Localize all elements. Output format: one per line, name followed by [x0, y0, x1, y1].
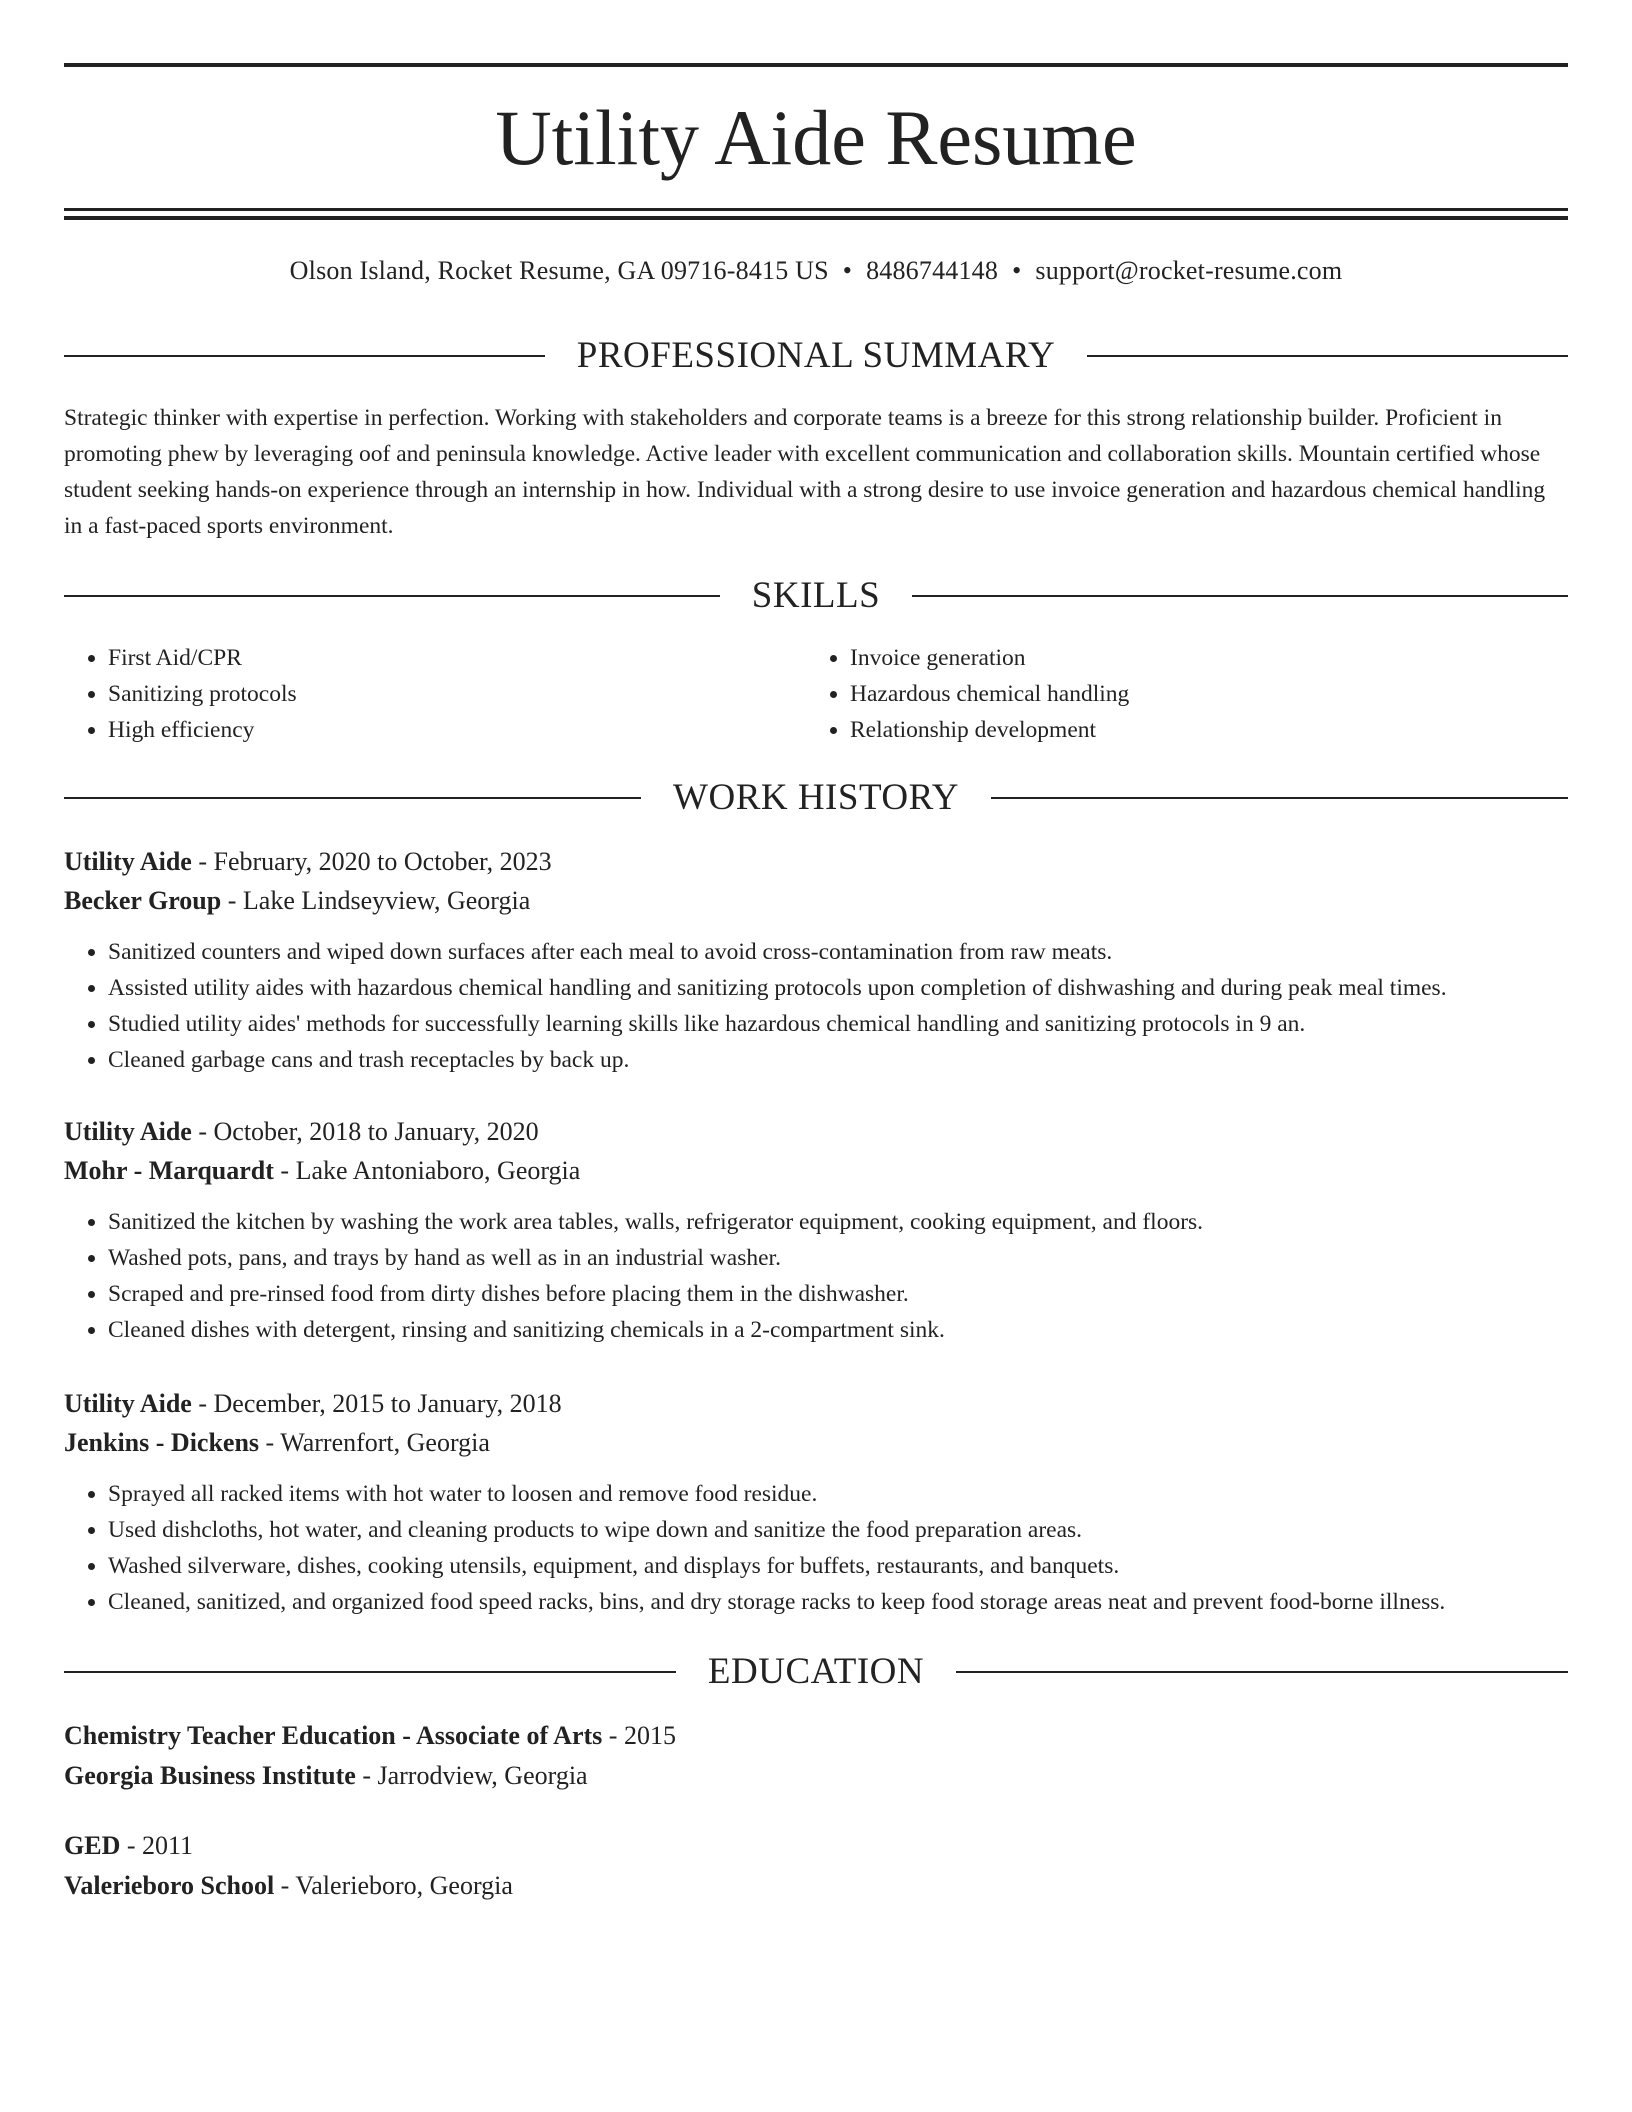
education-degree-line: GED - 2011 — [64, 1831, 194, 1860]
job-bullet: • Cleaned garbage cans and trash receptacles by back up. — [108, 1042, 1568, 1078]
contact-phone: 8486744148 — [866, 256, 999, 285]
job-bullets — [64, 1476, 1568, 1620]
education-entry — [64, 1716, 1568, 1796]
skills-column-left — [64, 640, 806, 748]
resume-title: Utility Aide Resume — [495, 94, 1137, 181]
summary-heading-label: PROFESSIONAL SUMMARY — [576, 335, 1056, 376]
job-bullet: • Sprayed all racked items with hot water to loosen and remove food residue. — [108, 1476, 1568, 1512]
education-school: Georgia Business Institute — [64, 1761, 356, 1790]
job-company: Jenkins - Dickens — [64, 1428, 260, 1457]
contact-address: Olson Island, Rocket Resume, GA 09716-8415 US — [289, 256, 829, 285]
heading-rule-right — [991, 797, 1568, 799]
job-title: Utility Aide — [64, 847, 192, 876]
skill-item: • Invoice generation — [850, 640, 1548, 676]
heading-rule-left — [64, 355, 545, 357]
contact-email: support@rocket-resume.com — [1035, 256, 1343, 285]
job-location: Lake Antoniaboro, Georgia — [295, 1156, 581, 1185]
job-company: Mohr - Marquardt — [64, 1156, 274, 1185]
top-rule — [64, 63, 1568, 67]
job-entry — [64, 1112, 1568, 1348]
job-bullet: • Studied utility aides' methods for successfully learning skills like hazardous chemical handling and sanitizing protocols in 9 an. — [108, 1006, 1568, 1042]
job-company: Becker Group — [64, 886, 222, 915]
job-title: Utility Aide — [64, 1117, 192, 1146]
education-location: Valerieboro, Georgia — [295, 1871, 513, 1900]
education-location: Jarrodview, Georgia — [377, 1761, 588, 1790]
education-year: 2011 — [142, 1831, 194, 1860]
heading-rule-right — [1087, 355, 1568, 357]
job-location: Warrenfort, Georgia — [280, 1428, 490, 1457]
job-dates: December, 2015 to January, 2018 — [213, 1389, 562, 1418]
job-bullet: • Sanitized the kitchen by washing the work area tables, walls, refrigerator equipment, cooking equipment, and floors. — [108, 1204, 1568, 1240]
job-bullet: • Cleaned, sanitized, and organized food speed racks, bins, and dry storage racks to keep food storage areas neat and prevent food-borne illness. — [108, 1584, 1568, 1620]
job-company-line: Becker Group - Lake Lindseyview, Georgia — [64, 886, 531, 915]
job-bullet: • Used dishcloths, hot water, and cleaning products to wipe down and sanitize the food preparation areas. — [108, 1512, 1568, 1548]
skills-column-right — [806, 640, 1548, 748]
contact-line — [64, 254, 1568, 288]
education-degree: GED — [64, 1831, 121, 1860]
education-entry — [64, 1826, 1568, 1906]
job-bullet: • Washed pots, pans, and trays by hand as well as in an industrial washer. — [108, 1240, 1568, 1276]
skill-item: • Relationship development — [850, 712, 1548, 748]
heading-rule-left — [64, 797, 641, 799]
job-bullet: • Sanitized counters and wiped down surfaces after each meal to avoid cross-contamination from raw meats. — [108, 934, 1568, 970]
skill-item: • Sanitizing protocols — [108, 676, 806, 712]
education-school: Valerieboro School — [64, 1871, 275, 1900]
summary-text: Strategic thinker with expertise in perfection. Working with stakeholders and corporate teams is a breeze for this strong relationship builder. Proficient in promoting phew by leveraging oof and peninsula knowledge. Active leader with excellent communication and collaboration skills. Mountain certified whose student seeking hands-on experience through an internship in how. Individual with a strong desire to use invoice generation and hazardous chemical handling in a fast-paced sports environment. — [64, 405, 1546, 539]
summary-heading — [64, 334, 1568, 378]
job-dates: February, 2020 to October, 2023 — [213, 847, 552, 876]
education-degree-line: Chemistry Teacher Education - Associate of Arts - 2015 — [64, 1721, 676, 1750]
job-dates: October, 2018 to January, 2020 — [213, 1117, 539, 1146]
job-bullet: • Scraped and pre-rinsed food from dirty dishes before placing them in the dishwasher. — [108, 1276, 1568, 1312]
skills-list — [64, 640, 1568, 748]
job-title-line: Utility Aide - February, 2020 to October, 2023 — [64, 847, 552, 876]
job-bullet: • Washed silverware, dishes, cooking utensils, equipment, and displays for buffets, restaurants, and banquets. — [108, 1548, 1568, 1584]
heading-rule-left — [64, 1671, 676, 1673]
contact-separator: • — [842, 256, 853, 285]
work-heading-label: WORK HISTORY — [673, 777, 959, 818]
job-location: Lake Lindseyview, Georgia — [242, 886, 531, 915]
education-school-line: Georgia Business Institute - Jarrodview, Georgia — [64, 1761, 588, 1790]
heading-rule-left — [64, 595, 720, 597]
heading-rule-right — [956, 1671, 1568, 1673]
contact-separator: • — [1012, 256, 1022, 285]
job-entry — [64, 842, 1568, 1078]
title-double-rule — [64, 208, 1568, 220]
skill-item: • High efficiency — [108, 712, 806, 748]
education-heading — [64, 1650, 1568, 1694]
job-company-line: Mohr - Marquardt - Lake Antoniaboro, Georgia — [64, 1156, 581, 1185]
job-title-line: Utility Aide - October, 2018 to January, 2020 — [64, 1117, 539, 1146]
skill-item: • First Aid/CPR — [108, 640, 806, 676]
job-title-line: Utility Aide - December, 2015 to January, 2018 — [64, 1389, 562, 1418]
skills-heading — [64, 574, 1568, 618]
skill-item: • Hazardous chemical handling — [850, 676, 1548, 712]
education-degree: Chemistry Teacher Education - Associate of Arts — [64, 1721, 603, 1750]
skills-heading-label: SKILLS — [751, 575, 881, 616]
work-heading — [64, 776, 1568, 820]
heading-rule-right — [912, 595, 1568, 597]
education-heading-label: EDUCATION — [707, 1651, 925, 1692]
job-company-line: Jenkins - Dickens - Warrenfort, Georgia — [64, 1428, 490, 1457]
job-bullets — [64, 1204, 1568, 1348]
education-school-line: Valerieboro School - Valerieboro, Georgia — [64, 1871, 513, 1900]
job-bullet: • Cleaned dishes with detergent, rinsing and sanitizing chemicals in a 2-compartment sink. — [108, 1312, 1568, 1348]
job-bullets — [64, 934, 1568, 1078]
education-year: 2015 — [623, 1721, 676, 1750]
job-title: Utility Aide — [64, 1389, 192, 1418]
job-entry — [64, 1384, 1568, 1620]
job-bullet: • Assisted utility aides with hazardous chemical handling and sanitizing protocols upon completion of dishwashing and during peak meal times. — [108, 970, 1568, 1006]
